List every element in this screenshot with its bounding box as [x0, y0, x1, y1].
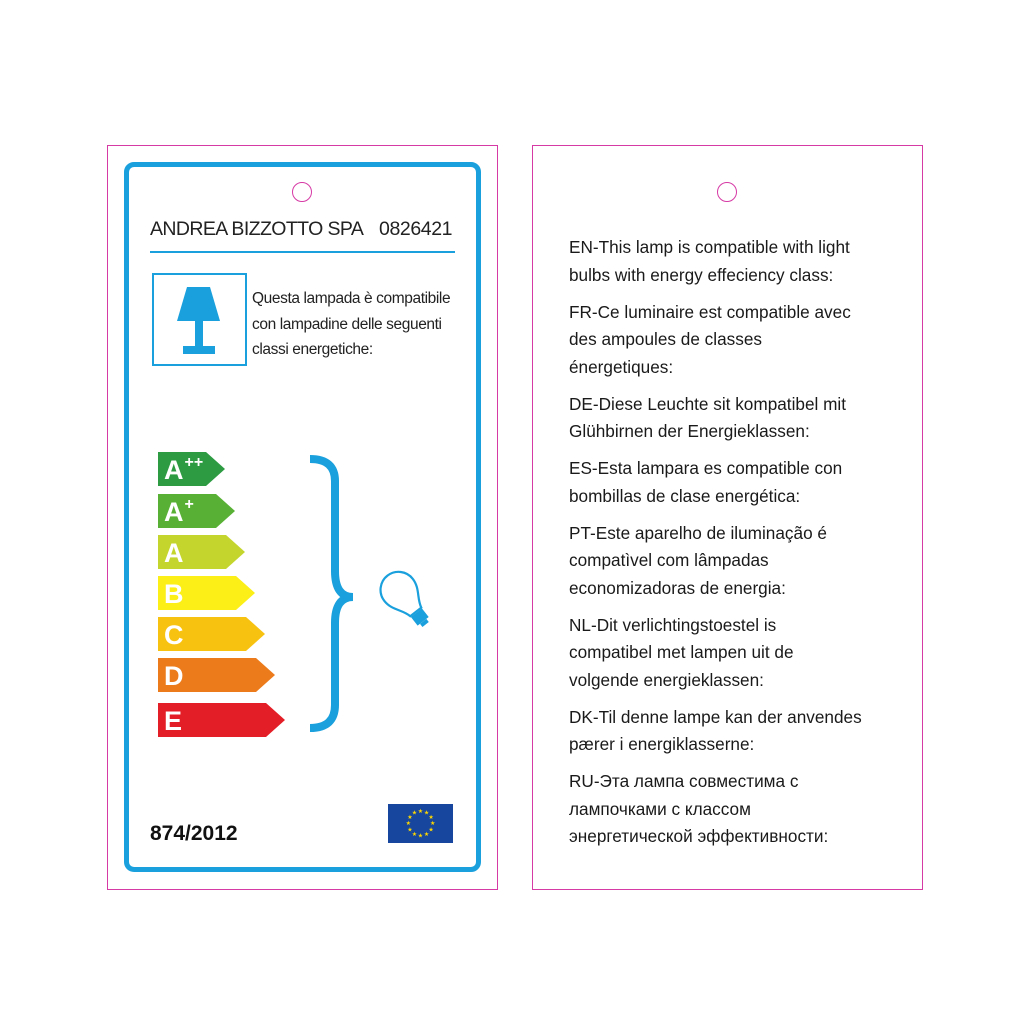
svg-text:★: ★ [411, 830, 418, 838]
svg-text:★: ★ [417, 832, 424, 840]
svg-text:★: ★ [411, 809, 418, 817]
compatibility-line: Questa lampada è compatibile [252, 290, 451, 307]
language-paragraph: PT-Este aparelho de iluminação é compatìvel com lâmpadas economizadoras de energia: [569, 522, 827, 598]
energy-class-arrow [158, 494, 235, 528]
energy-class-arrow [158, 617, 265, 651]
multilingual-text [569, 234, 909, 860]
language-paragraph: DE-Diese Leuchte sit kompatibel mit Glühbirnen der Energieklassen: [569, 393, 847, 441]
energy-class-letter: A+ [164, 496, 194, 527]
energy-class-arrow [158, 703, 285, 737]
energy-class-letter: A [164, 538, 184, 568]
language-paragraph: RU-Эта лампа совместима с лампочками с классом энергетической эффективности: [569, 771, 829, 846]
language-paragraph: NL-Dit verlichtingstoestel is compatibel met lampen uit de volgende energieklassen: [569, 614, 794, 690]
svg-text:★: ★ [428, 814, 434, 822]
energy-class-letter: B [164, 579, 184, 609]
language-paragraph: EN-This lamp is compatible with light bulbs with energy effeciency class: [569, 237, 850, 285]
svg-text:★: ★ [407, 826, 413, 834]
compatibility-line: con lampadine delle seguenti [252, 315, 442, 333]
energy-class-arrow [158, 658, 275, 692]
language-paragraph: FR-Ce luminaire est compatible avec des ampoules de classes énergetiques: [569, 301, 851, 377]
translations-card [532, 145, 923, 890]
energy-class-letter: A++ [164, 454, 204, 485]
energy-class-letter: C [164, 620, 184, 650]
eu-flag-icon [388, 804, 453, 843]
language-paragraph: ES-Esta lampara es compatible con bombillas de clase energética: [569, 458, 843, 506]
compatibility-line: classi energetiche: [252, 341, 373, 358]
regulation-number: 874/2012 [150, 822, 238, 845]
energy-label-card [107, 145, 498, 890]
brand-name: ANDREA BIZZOTTO SPA [150, 218, 364, 240]
svg-text:★: ★ [407, 814, 413, 822]
energy-class-letter: E [164, 706, 183, 736]
svg-text:★: ★ [430, 820, 436, 828]
class-bracket [310, 459, 353, 728]
svg-text:★: ★ [405, 820, 411, 828]
energy-class-arrow [158, 452, 225, 486]
energy-class-arrow [158, 535, 245, 569]
hang-hole-icon [717, 182, 737, 202]
svg-text:★: ★ [423, 830, 430, 838]
svg-text:★: ★ [423, 809, 430, 817]
energy-class-letter: D [164, 661, 184, 691]
energy-class-scale [108, 146, 499, 891]
svg-text:★: ★ [417, 808, 424, 815]
svg-text:★: ★ [428, 826, 434, 834]
bulb-icon [373, 565, 440, 636]
energy-class-arrow [158, 576, 255, 610]
language-paragraph: DK-Til denne lampe kan der anvendes pærer i energiklasserne: [569, 706, 862, 754]
model-code: 0826421 [379, 218, 453, 240]
